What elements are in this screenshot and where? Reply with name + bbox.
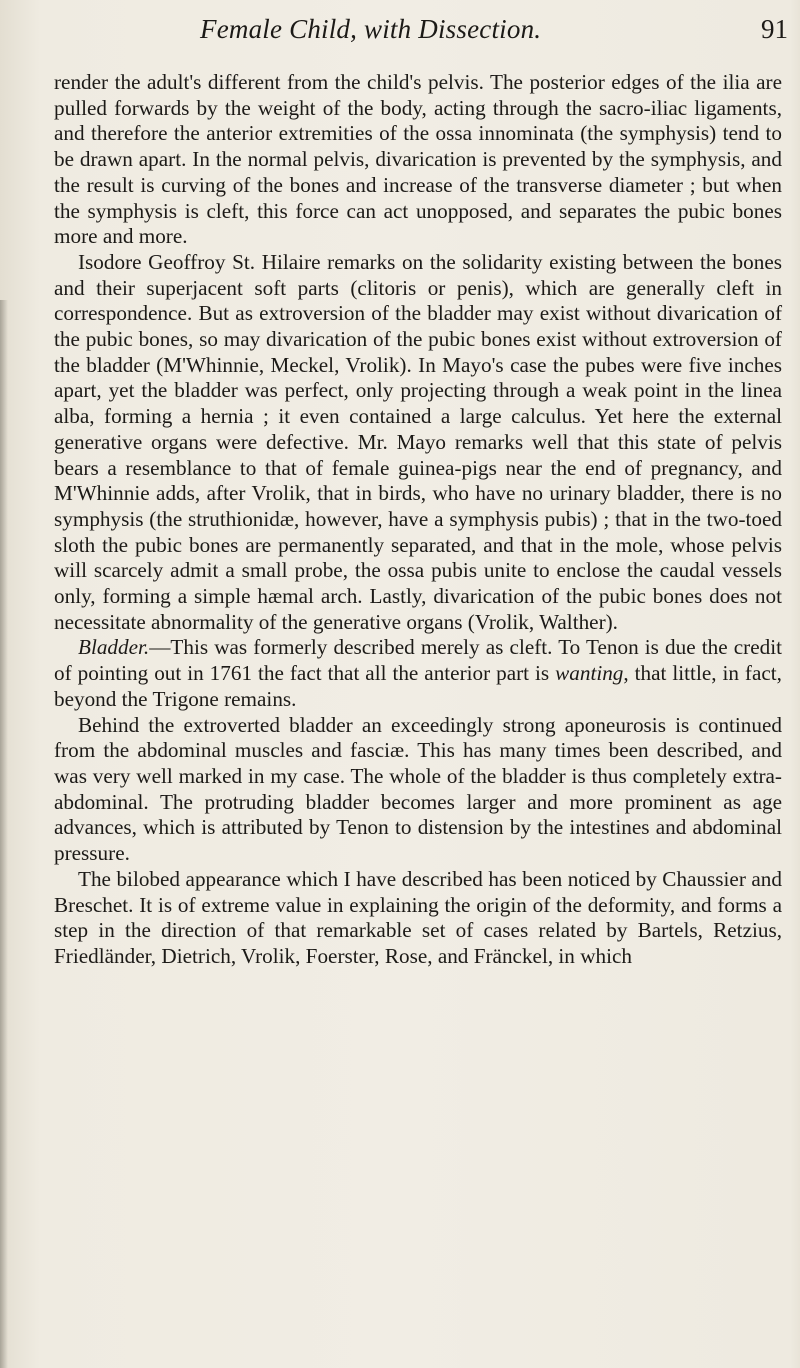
- paragraph-bilobed: The bilobed appearance which I have described has been noticed by Chaussier and Breschet. It is of extreme value in explaining the origin of the deformity, and forms a step in the direction of that remarkable set of cases related by Bartels, Retzius, Friedländer, Dietrich, Vrolik, Foerster, Rose, and Fränckel, in which: [54, 866, 782, 968]
- paragraph-geoffroy: Isodore Geoffroy St. Hilaire remarks on the solidarity existing between the bones and their superjacent soft parts (clitoris or penis), which are generally cleft in correspondence. But as extroversion of the bladder may exist without divarication of the pubic bones, so may divarication of the pubic bones exist without extroversion of the bladder (M'Whinnie, Meckel, Vrolik). In Mayo's case the pubes were five inches apart, yet the bladder was perfect, only projecting through a weak point in the linea alba, forming a hernia ; it even contained a large calculus. Yet here the external generative organs were defective. Mr. Mayo remarks well that this state of pelvis bears a resemblance to that of female guinea-pigs near the end of pregnancy, and M'Whinnie adds, after Vrolik, that in birds, who have no urinary bladder, there is no symphysis (the struthionidæ, however, have a symphysis pubis) ; that in the two-toed sloth the pubic bones are permanently separated, and that in the mole, whose pelvis will scarcely admit a small probe, the ossa pubis unite to enclose the caudal vessels only, forming a simple hæmal arch. Lastly, divarication of the pubic bones does not necessitate abnormality of the generative organs (Vrolik, Walther).: [54, 249, 782, 634]
- paragraph-bladder: [54, 635, 782, 712]
- paragraph-pelvis-forces: render the adult's different from the child's pelvis. The posterior edges of the ilia are pulled forwards by the weight of the body, acting through the sacro-iliac ligaments, and therefore the anterior extremities of the ossa innominata (the symphysis) tend to be drawn apart. In the normal pelvis, divarication is prevented by the symphysis, and the result is curving of the bones and increase of the transverse diameter ; but when the symphysis is cleft, this force can act unopposed, and separates the pubic bones more and more.: [54, 70, 782, 249]
- running-title: Female Child, with Dissection.: [200, 14, 542, 44]
- section-heading-bladder: Bladder.: [78, 635, 150, 660]
- page-number: 91: [761, 14, 788, 44]
- body-text: [54, 70, 782, 970]
- bladder-text-before: —This was formerly described merely as cleft. To Tenon is due the credit of pointing out in 1761 the fact that all the anterior part is: [54, 635, 782, 686]
- paragraph-aponeurosis: Behind the extroverted bladder an exceedingly strong aponeurosis is continued from the abdominal muscles and fasciæ. This has many times been described, and was very well marked in my case. The whole of the bladder is thus completely extra-abdominal. The protruding bladder becomes larger and more prominent as age advances, which is attributed by Tenon to distension by the intestines and abdominal pressure.: [54, 712, 782, 866]
- page-header: [200, 14, 796, 50]
- bladder-text-after: , that little, in fact, beyond the Trigone remains.: [54, 661, 782, 711]
- page-edge-shadow: [0, 300, 8, 1368]
- emphasis-wanting: wanting: [555, 661, 624, 686]
